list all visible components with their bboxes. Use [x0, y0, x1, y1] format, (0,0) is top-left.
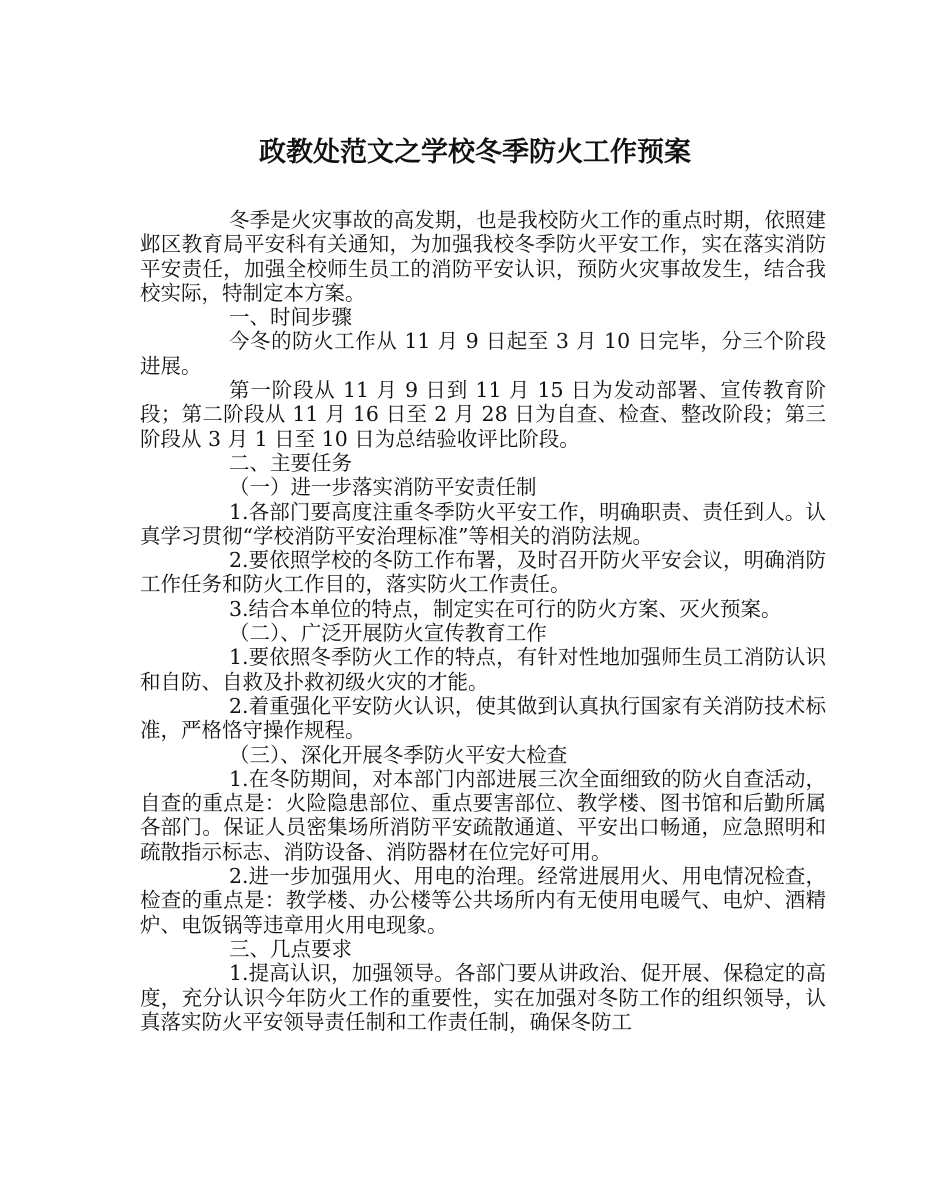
subsection-heading-3: （三）、深化开展冬季防火平安大检查 — [229, 742, 568, 767]
list-item: 2.要依照学校的冬防工作布署，及时召开防火平安会议，明确消防工作任务和防火工作目的，落实防火工作责任。 — [140, 548, 826, 597]
subsection-heading-1: （一）进一步落实消防平安责任制 — [229, 475, 537, 500]
section-heading-main-tasks: 二、主要任务 — [229, 450, 352, 475]
intro-paragraph: 冬季是火灾事故的高发期，也是我校防火工作的重点时期，依照建邺区教育局平安科有关通知，为加强我校冬季防火平安工作，实在落实消防平安责任，加强全校师生员工的消防平安认识，预防火灾事故发生，结合我校实际，特制定本方案。 — [140, 208, 826, 305]
list-item: 1.各部门要高度注重冬季防火平安工作，明确职责、责任到人。认真学习贯彻“学校消防平安治理标准”等相关的消防法规。 — [140, 499, 826, 548]
list-item: 2.着重强化平安防火认识，使其做到认真执行国家有关消防技术标准，严格恪守操作规程。 — [140, 693, 826, 743]
paragraph-phases: 第一阶段从 11 月 9 日到 11 月 15 日为发动部署、宣传教育阶段；第二阶段从 11 月 16 日至 2 月 28 日为自查、检查、整改阶段；第三阶段从 3 月 1 日至 10 日为总结验收评比阶段。 — [140, 378, 826, 451]
section-heading-requirements: 三、几点要求 — [229, 936, 352, 961]
section-heading-time-steps: 一、时间步骤 — [229, 305, 352, 330]
list-item: 2.进一步加强用火、用电的治理。经常进展用火、用电情况检查，检查的重点是：教学楼、办公楼等公共场所内有无使用电暖气、电炉、酒精炉、电饭锅等违章用火用电现象。 — [140, 864, 826, 937]
document-body — [140, 208, 826, 1034]
list-item: 1.要依照冬季防火工作的特点，有针对性地加强师生员工消防认识和自防、自救及扑救初级火灾的才能。 — [140, 645, 826, 694]
list-item: 3.结合本单位的特点，制定实在可行的防火方案、灭火预案。 — [229, 596, 782, 621]
list-item: 1.在冬防期间，对本部门内部进展三次全面细致的防火自查活动，自查的重点是：火险隐患部位、重点要害部位、教学楼、图书馆和后勤所属各部门。保证人员密集场所消防平安疏散通道、平安出口畅通，应急照明和疏散指示标志、消防设备、消防器材在位完好可用。 — [140, 766, 826, 864]
list-item: 1.提高认识，加强领导。各部门要从讲政治、促开展、保稳定的高度，充分认识今年防火工作的重要性，实在加强对冬防工作的组织领导，认真落实防火平安领导责任制和工作责任制，确保冬防工 — [140, 961, 826, 1034]
document-title: 政教处范文之学校冬季防火工作预案 — [259, 137, 691, 168]
subsection-heading-2: （二）、广泛开展防火宣传教育工作 — [229, 621, 547, 646]
paragraph-time-range: 今冬的防火工作从 11 月 9 日起至 3 月 10 日完毕，分三个阶段进展。 — [140, 329, 826, 378]
